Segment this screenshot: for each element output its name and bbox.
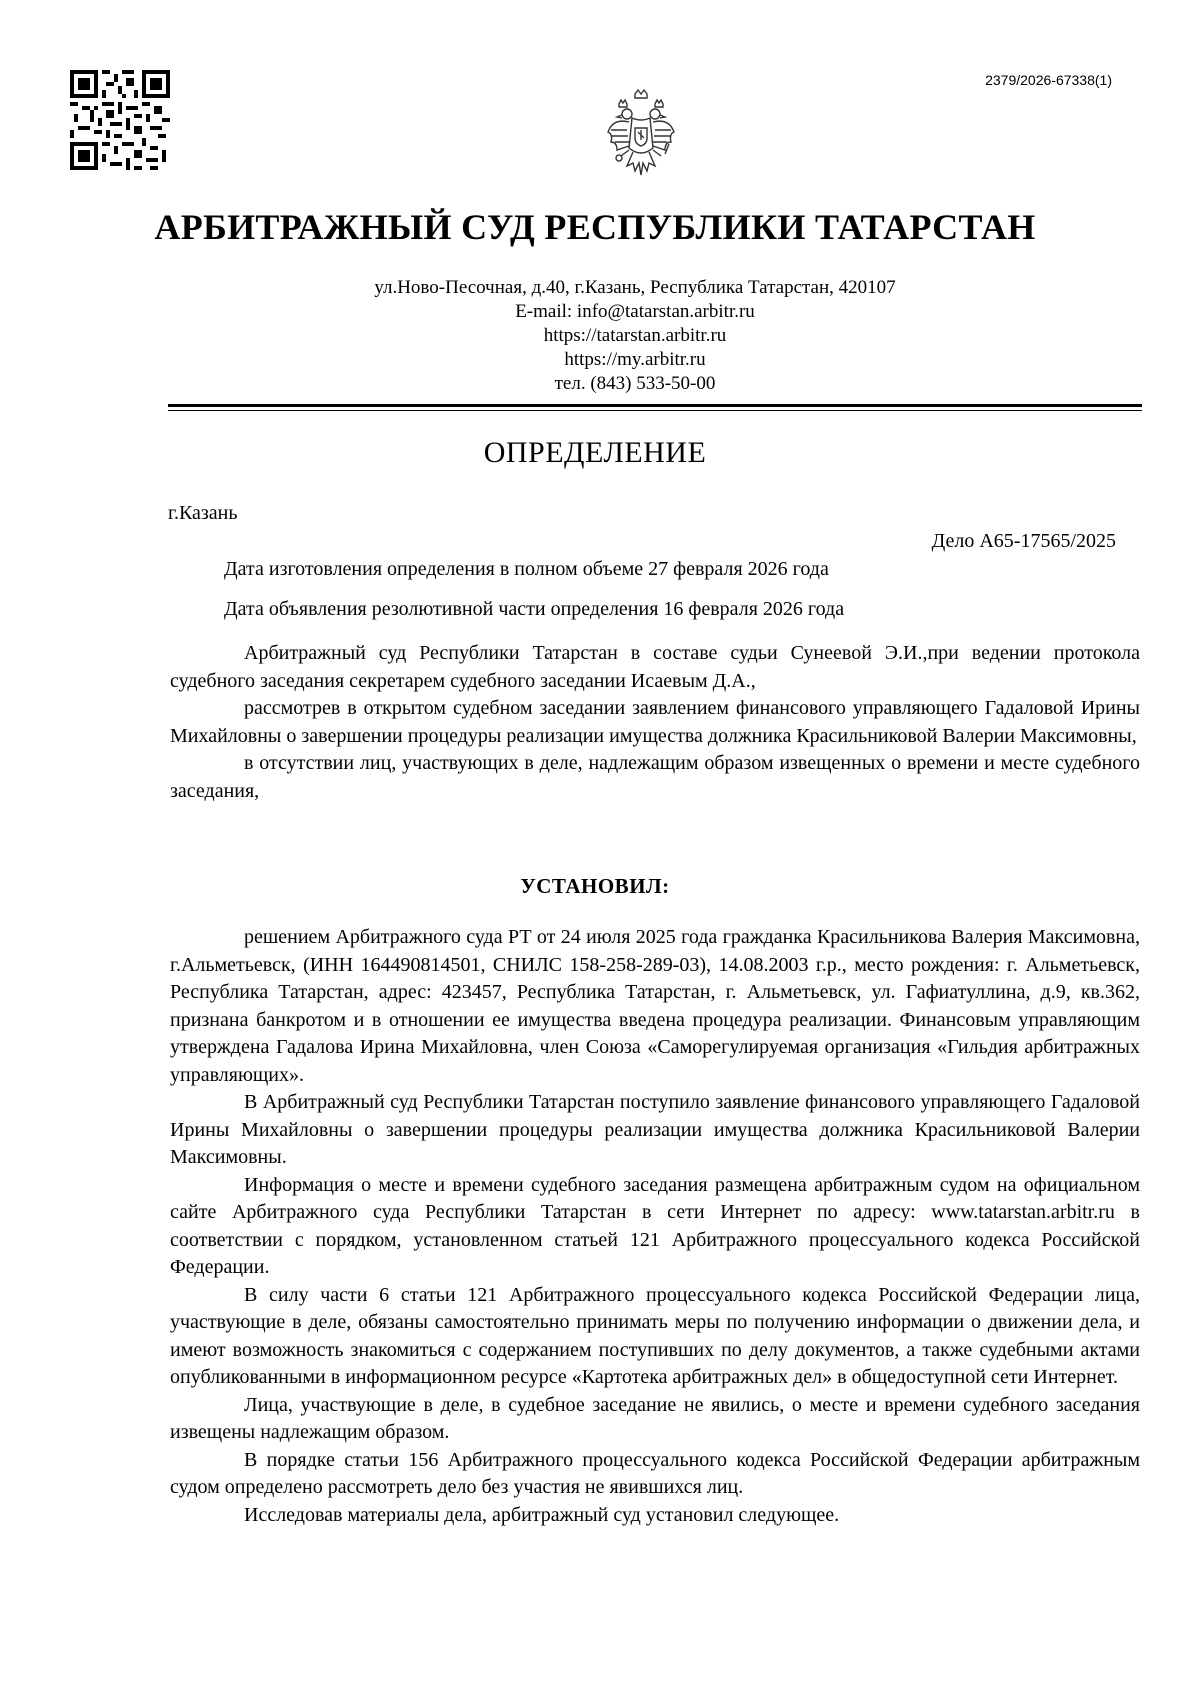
court-website: https://tatarstan.arbitr.ru — [543, 325, 727, 346]
body-paragraph: В Арбитражный суд Республики Татарстан поступило заявление финансового управляющего Гадаловой Ирины Михайловны о завершении процедуры реализации имущества должника Красильниковой Валерии Максимовны. — [170, 1091, 1140, 1168]
intro-paragraph: рассмотрев в открытом судебном заседании заявлением финансового управляющего Гадаловой Ирины Михайловны о завершении процедуры реализации имущества должника Красильниковой Валерии Максимовны, — [170, 697, 1140, 747]
date-resolution: Дата объявления резолютивной части определения 16 февраля 2026 года — [224, 598, 845, 620]
court-website-my: https://my.arbitr.ru — [564, 349, 706, 370]
court-email: E-mail: info@tatarstan.arbitr.ru — [515, 301, 755, 322]
court-name: АРБИТРАЖНЫЙ СУД РЕСПУБЛИКИ ТАТАРСТАН — [154, 207, 1036, 247]
body-paragraph: В порядке статьи 156 Арбитражного процессуального кодекса Российской Федерации арбитражным судом определено рассмотреть дело без участия не явившихся лиц. — [170, 1448, 1140, 1498]
main-text-block — [170, 924, 1140, 1529]
body-paragraph: решением Арбитражного суда РТ от 24 июля 2025 года гражданка Красильникова Валерия Максимовна, г.Альметьевск, (ИНН 164490814501, СНИЛС 158-258-289-03), 14.08.2003 г.р., место рождения: г. Альметьевск, Республика Татарстан, адрес: 423457, Республика Татарстан, г. Альметьевск, ул. Гафиатуллина, д.9, кв.362, признана банкротом и в отношении ее имущества введена процедура реализации. Финансовым управляющим утверждена Гадалова Ирина Михайловна, член Союза «Саморегулируемая организация «Гильдия арбитражных управляющих». — [170, 926, 1140, 1086]
qr-code — [70, 70, 170, 170]
document-id: 2379/2026-67338(1) — [985, 72, 1112, 88]
date-full-text: Дата изготовления определения в полном объеме 27 февраля 2026 года — [224, 558, 829, 580]
coat-of-arms-icon — [605, 88, 677, 188]
court-phone: тел. (843) 533-50-00 — [554, 373, 716, 394]
intro-block — [170, 640, 1140, 805]
court-address: ул.Ново-Песочная, д.40, г.Казань, Республика Татарстан, 420107 — [374, 277, 896, 298]
header-divider-thick — [168, 404, 1142, 407]
body-paragraph: В силу части 6 статьи 121 Арбитражного процессуального кодекса Российской Федерации лица, участвующие в деле, обязаны самостоятельно принимать меры по получению информации о движении дела, и имеют возможность знакомиться с содержанием поступивших по делу документов, а также судебными актами опубликованными в информационном ресурсе «Картотека арбитражных дел» в общедоступной сети Интернет. — [170, 1283, 1140, 1388]
body-paragraph: Информация о месте и времени судебного заседания размещена арбитражным судом на официальном сайте Арбитражного суда Республики Татарстан в сети Интернет по адресу: www.tatarstan.arbitr.ru в соответствии с порядком, установленном статьей 121 Арбитражного процессуального кодекса Российской Федерации. — [170, 1173, 1140, 1278]
city: г.Казань — [168, 502, 238, 524]
body-paragraph: Лица, участвующие в деле, в судебное заседание не явились, о месте и времени судебного заседания извещены надлежащим образом. — [170, 1393, 1140, 1443]
case-number: Дело А65-17565/2025 — [931, 530, 1116, 552]
intro-paragraph: в отсутствии лиц, участвующих в деле, надлежащим образом извещенных о времени и месте судебного заседания, — [170, 752, 1140, 802]
intro-paragraph: Арбитражный суд Республики Татарстан в составе судьи Сунеевой Э.И.,при ведении протокола судебного заседания секретарем судебного заседании Исаевым Д.А., — [170, 642, 1140, 692]
section-heading: УСТАНОВИЛ: — [520, 874, 670, 898]
body-paragraph: Исследовав материалы дела, арбитражный суд установил следующее. — [244, 1503, 840, 1526]
document-type: ОПРЕДЕЛЕНИЕ — [483, 436, 707, 469]
court-contacts — [320, 276, 950, 396]
header-divider-thin — [168, 410, 1142, 411]
